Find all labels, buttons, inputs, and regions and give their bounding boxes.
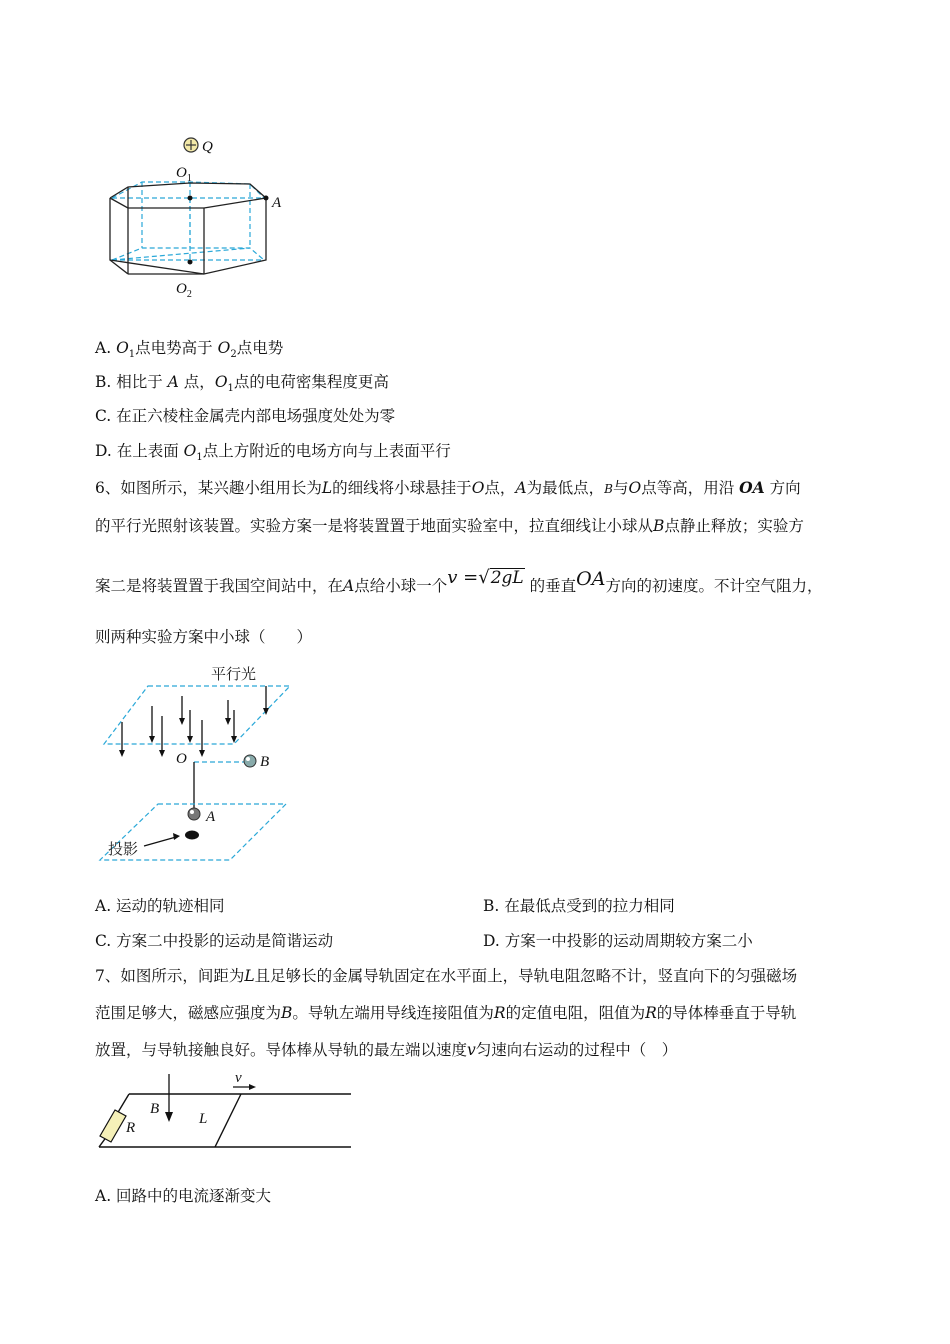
q7-stem-line3: 放置，与导轨接触良好。导体棒从导轨的最左端以速度v匀速向右运动的过程中（ ） (95, 1041, 678, 1059)
q5-option-b[interactable]: B. 相比于 A 点，$O_1$点的电荷密集程度更高 (95, 373, 389, 395)
ball-a-label: A (206, 809, 216, 825)
resistor (100, 1110, 126, 1142)
hexagonal-prism-figure (100, 130, 300, 305)
q7-stem-line1: 7、如图所示，间距为L且足够长的金属导轨固定在水平面上，导轨电阻忽略不计，竖直向下的匀强磁场 (95, 967, 798, 985)
pivot-o-label: O (176, 751, 187, 767)
q6-stem-line3: 案二是将装置置于我国空间站中，在A点给小球一个v =√2gL 的垂直OA方向的初速度。不计空气阻力， (95, 567, 823, 595)
shadow-dot (185, 831, 199, 840)
parallel-light-figure (98, 660, 298, 865)
q6-stem-line4: 则两种实验方案中小球（ ） (95, 628, 313, 646)
q5-option-a[interactable]: A. $O_1$点电势高于 $O_2$点电势 (95, 339, 284, 361)
q5-option-c[interactable]: C. 在正六棱柱金属壳内部电场强度处处为零 (95, 407, 396, 425)
q7-stem-line2: 范围足够大，磁感应强度为B。导轨左端用导线连接阻值为R的定值电阻，阻值为R的导体棒垂直于导轨 (95, 1004, 797, 1022)
q5-option-d[interactable]: D. 在上表面 $O_1$点上方附近的电场方向与上表面平行 (95, 442, 451, 464)
light-arrows (119, 686, 269, 757)
field-b-label: B (150, 1101, 160, 1117)
q6-option-b[interactable]: B. 在最低点受到的拉力相同 (483, 897, 675, 915)
o1-label: $O_1$ (176, 165, 192, 184)
velocity-v-label: v (235, 1070, 242, 1086)
o2-label: $O_2$ (176, 281, 192, 300)
resistor-r-label: R (126, 1120, 136, 1136)
shadow-label: 投影 (108, 840, 139, 858)
q6-option-a[interactable]: A. 运动的轨迹相同 (95, 897, 225, 915)
spacing-l-label: L (199, 1111, 208, 1127)
q7-option-a[interactable]: A. 回路中的电流逐渐变大 (95, 1187, 272, 1205)
q6-stem-line1: 6、如图所示，某兴趣小组用长为L的细线将小球悬挂于O点，A为最低点，B与O点等高，用沿 OA 方向 (95, 478, 801, 497)
point-a-label: A (272, 195, 282, 211)
ball-b-label: B (260, 754, 270, 770)
q6-option-d[interactable]: D. 方案一中投影的运动周期较方案二小 (483, 932, 753, 950)
parallel-light-label: 平行光 (211, 665, 257, 683)
rails-circuit-figure (95, 1070, 360, 1155)
charge-label: Q (202, 139, 213, 155)
q6-option-c[interactable]: C. 方案二中投影的运动是简谐运动 (95, 932, 334, 950)
q6-stem-line2: 的平行光照射该装置。实验方案一是将装置置于地面实验室中，拉直细线让小球从B点静止释放；实验方 (95, 517, 804, 535)
